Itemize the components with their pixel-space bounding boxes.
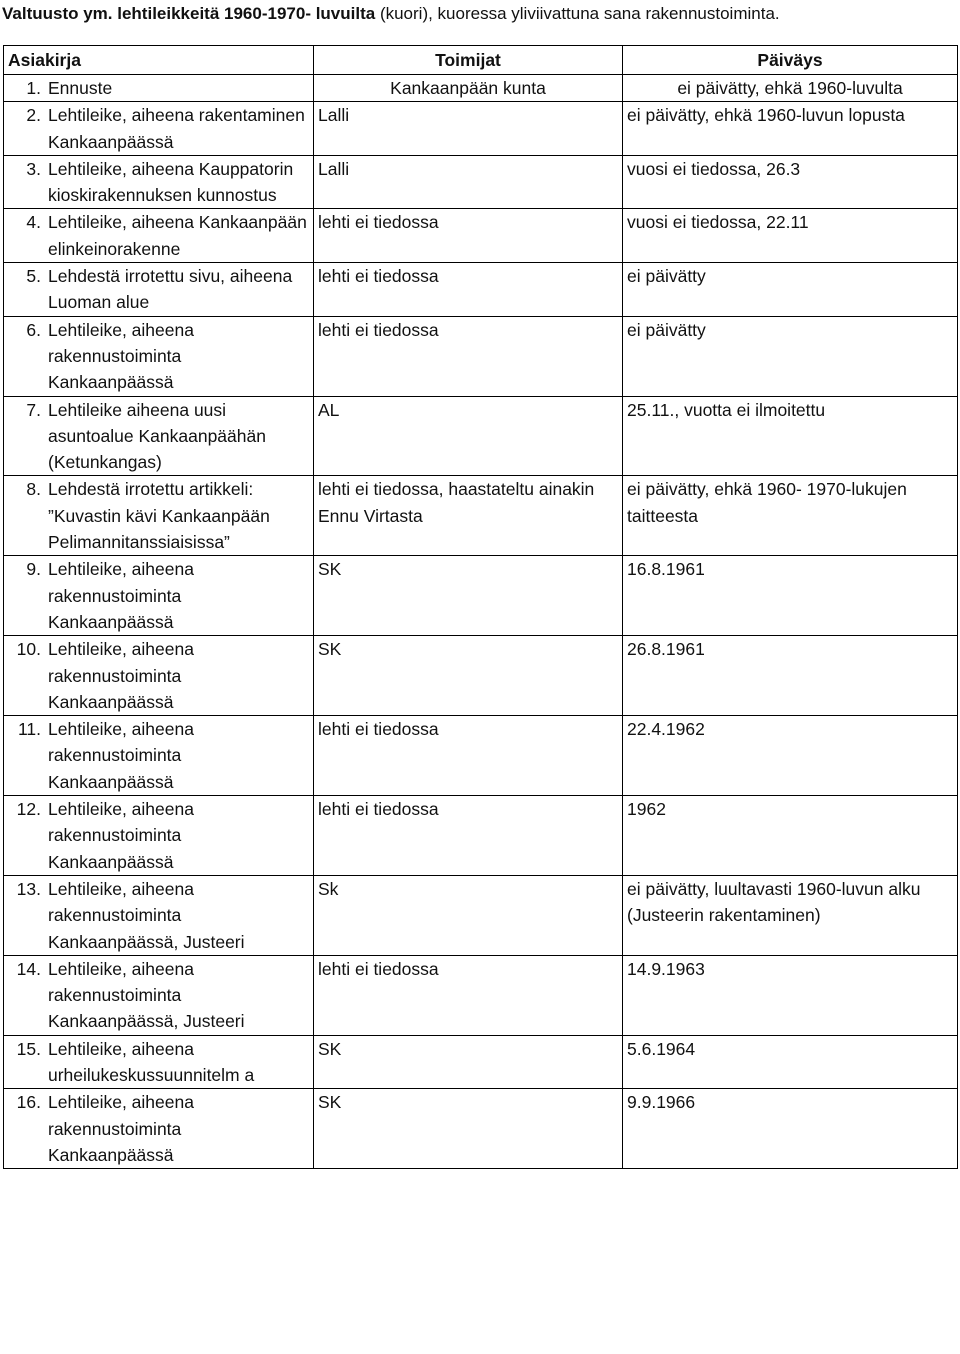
date-cell: ei päivätty, luultavasti 1960-luvun alku (Justeerin rakentaminen) bbox=[623, 875, 958, 955]
actor-cell: lehti ei tiedossa, haastateltu ainakin Ennu Virtasta bbox=[314, 476, 623, 556]
item-number: 15. bbox=[16, 1038, 41, 1059]
document-cell bbox=[4, 263, 314, 317]
document-item bbox=[8, 476, 309, 555]
document-cell bbox=[4, 1035, 314, 1089]
actor-cell: Lalli bbox=[314, 102, 623, 156]
date-cell: 9.9.1966 bbox=[623, 1089, 958, 1169]
date-cell: ei päivätty, ehkä 1960-luvulta bbox=[623, 75, 958, 102]
table-row bbox=[4, 476, 958, 556]
actor-cell: SK bbox=[314, 1089, 623, 1169]
document-cell bbox=[4, 875, 314, 955]
table-row bbox=[4, 155, 958, 209]
date-cell: 26.8.1961 bbox=[623, 636, 958, 716]
item-description: Lehtileike, aiheena rakennustoiminta Kankaanpäässä bbox=[48, 639, 194, 712]
item-description: Ennuste bbox=[48, 78, 113, 98]
item-description: Lehtileike, aiheena rakennustoiminta Kankaanpäässä bbox=[48, 559, 194, 632]
date-cell: vuosi ei tiedossa, 22.11 bbox=[623, 209, 958, 263]
document-item bbox=[8, 796, 309, 875]
document-item bbox=[8, 716, 309, 795]
document-cell bbox=[4, 316, 314, 396]
header-document: Asiakirja bbox=[4, 46, 314, 75]
document-cell bbox=[4, 396, 314, 476]
actor-cell: lehti ei tiedossa bbox=[314, 716, 623, 796]
document-cell bbox=[4, 75, 314, 102]
actor-cell: lehti ei tiedossa bbox=[314, 796, 623, 876]
table-row bbox=[4, 636, 958, 716]
document-item bbox=[8, 1036, 309, 1089]
title-bold: Valtuusto ym. lehtileikkeitä 1960-1970- luvuilta bbox=[2, 4, 376, 23]
document-cell bbox=[4, 955, 314, 1035]
item-description: Lehtileike, aiheena urheilukeskussuunnitelm a bbox=[48, 1038, 255, 1085]
document-item bbox=[8, 102, 309, 155]
item-description: Lehtileike, aiheena rakennustoiminta Kankaanpäässä, Justeeri bbox=[48, 958, 245, 1032]
document-item bbox=[8, 156, 309, 209]
item-description: Lehtileike, aiheena Kauppatorin kioskirakennuksen kunnostus bbox=[48, 158, 294, 206]
table-row bbox=[4, 1089, 958, 1169]
table-row bbox=[4, 1035, 958, 1089]
actor-cell: lehti ei tiedossa bbox=[314, 955, 623, 1035]
item-number: 3. bbox=[26, 158, 41, 179]
item-description: Lehdestä irrotettu sivu, aiheena Luoman alue bbox=[48, 266, 293, 313]
table-row bbox=[4, 796, 958, 876]
table-row bbox=[4, 209, 958, 263]
table-row bbox=[4, 263, 958, 317]
table-row bbox=[4, 556, 958, 636]
date-cell: 14.9.1963 bbox=[623, 955, 958, 1035]
table-row bbox=[4, 396, 958, 476]
table-row bbox=[4, 75, 958, 102]
item-description: Lehtileike aiheena uusi asuntoalue Kankaanpäähän (Ketunkangas) bbox=[48, 399, 266, 473]
date-cell: vuosi ei tiedossa, 26.3 bbox=[623, 155, 958, 209]
title-normal: (kuori), kuoressa yliviivattuna sana rakennustoiminta. bbox=[375, 4, 780, 23]
table-row bbox=[4, 955, 958, 1035]
document-item bbox=[8, 636, 309, 715]
document-cell bbox=[4, 1089, 314, 1169]
date-cell: ei päivätty, ehkä 1960- 1970-lukujen taitteesta bbox=[623, 476, 958, 556]
document-item bbox=[8, 209, 309, 262]
date-cell: 22.4.1962 bbox=[623, 716, 958, 796]
actor-cell: lehti ei tiedossa bbox=[314, 209, 623, 263]
item-number: 14. bbox=[16, 958, 41, 979]
table-body bbox=[4, 75, 958, 1169]
document-table bbox=[3, 45, 958, 1169]
item-description: Lehtileike, aiheena rakennustoiminta Kankaanpäässä bbox=[48, 1092, 194, 1165]
date-cell: 16.8.1961 bbox=[623, 556, 958, 636]
table-row bbox=[4, 102, 958, 156]
item-number: 1. bbox=[26, 78, 41, 98]
header-actors: Toimijat bbox=[314, 46, 623, 75]
date-cell: 25.11., vuotta ei ilmoitettu bbox=[623, 396, 958, 476]
table-row bbox=[4, 316, 958, 396]
table-row bbox=[4, 716, 958, 796]
document-item bbox=[8, 75, 309, 101]
item-description: Lehtileike, aiheena rakennustoiminta Kankaanpäässä bbox=[48, 319, 194, 393]
table-row bbox=[4, 875, 958, 955]
actor-cell: SK bbox=[314, 636, 623, 716]
item-number: 16. bbox=[16, 1092, 41, 1113]
document-cell bbox=[4, 796, 314, 876]
document-cell bbox=[4, 209, 314, 263]
item-number: 11. bbox=[17, 719, 41, 740]
actor-cell: SK bbox=[314, 1035, 623, 1089]
document-item bbox=[8, 556, 309, 635]
item-number: 10. bbox=[16, 639, 41, 660]
actor-cell: SK bbox=[314, 556, 623, 636]
actor-cell: Sk bbox=[314, 875, 623, 955]
item-description: Lehdestä irrotettu artikkeli: ”Kuvastin kävi Kankaanpään Pelimannitanssiaisissa” bbox=[48, 479, 270, 553]
actor-cell: Kankaanpään kunta bbox=[314, 75, 623, 102]
document-cell bbox=[4, 155, 314, 209]
item-description: Lehtileike, aiheena rakennustoiminta Kankaanpäässä bbox=[48, 799, 194, 872]
document-item bbox=[8, 1089, 309, 1168]
item-number: 13. bbox=[16, 878, 41, 899]
item-number: 5. bbox=[26, 266, 41, 287]
item-number: 8. bbox=[26, 479, 41, 500]
page-title bbox=[2, 3, 780, 25]
table-header-row bbox=[4, 46, 958, 75]
actor-cell: lehti ei tiedossa bbox=[314, 316, 623, 396]
document-item bbox=[8, 263, 309, 316]
document-cell bbox=[4, 636, 314, 716]
item-number: 6. bbox=[26, 319, 41, 340]
date-cell: ei päivätty bbox=[623, 316, 958, 396]
document-item bbox=[8, 397, 309, 476]
actor-cell: lehti ei tiedossa bbox=[314, 263, 623, 317]
date-cell: ei päivätty bbox=[623, 263, 958, 317]
date-cell: ei päivätty, ehkä 1960-luvun lopusta bbox=[623, 102, 958, 156]
document-item bbox=[8, 317, 309, 396]
document-item bbox=[8, 876, 309, 955]
document-cell bbox=[4, 716, 314, 796]
document-cell bbox=[4, 102, 314, 156]
document-item bbox=[8, 956, 309, 1035]
item-number: 12. bbox=[16, 799, 41, 820]
item-description: Lehtileike, aiheena rakennustoiminta Kankaanpäässä bbox=[48, 719, 194, 792]
date-cell: 5.6.1964 bbox=[623, 1035, 958, 1089]
item-number: 4. bbox=[26, 212, 41, 233]
item-description: Lehtileike, aiheena rakentaminen Kankaanpäässä bbox=[48, 105, 305, 152]
header-date: Päiväys bbox=[623, 46, 958, 75]
item-number: 7. bbox=[26, 399, 41, 420]
item-number: 9. bbox=[26, 559, 41, 580]
item-number: 2. bbox=[26, 105, 41, 126]
actor-cell: Lalli bbox=[314, 155, 623, 209]
item-description: Lehtileike, aiheena rakennustoiminta Kankaanpäässä, Justeeri bbox=[48, 878, 245, 952]
actor-cell: AL bbox=[314, 396, 623, 476]
document-cell bbox=[4, 476, 314, 556]
item-description: Lehtileike, aiheena Kankaanpään elinkeinorakenne bbox=[48, 212, 307, 259]
document-cell bbox=[4, 556, 314, 636]
date-cell: 1962 bbox=[623, 796, 958, 876]
